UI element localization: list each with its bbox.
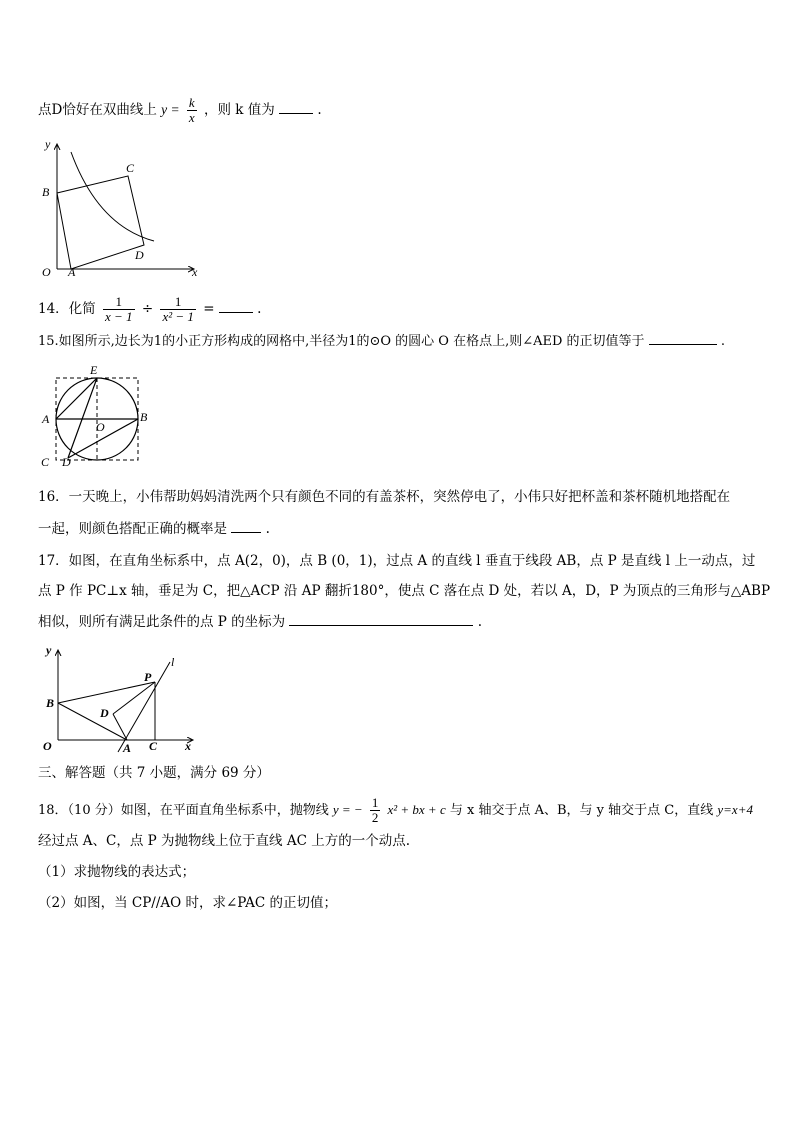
q18-line-2	[38, 831, 410, 851]
q13-fraction	[187, 96, 197, 125]
q13-figure	[36, 138, 206, 280]
label-y: y	[45, 138, 51, 151]
q14-end: .	[257, 301, 262, 317]
q13-prefix: 点D恰好在双曲线上	[38, 102, 157, 118]
q15-text: 15.如图所示,边长为1的小正方形构成的网格中,半径为1的⊙O 的圆心 O 在格点上,则∠AED 的正切值等于	[38, 334, 645, 349]
q17-text-1: 17．如图，在直角坐标系中，点 A(2，0)，点 B (0，1)，过点 A 的直线 l 垂直于线段 AB，点 P 是直线 l 上一动点，过	[38, 553, 756, 569]
q14-prefix: 14．化简	[38, 301, 96, 317]
q14-f1-num: 1	[103, 295, 135, 310]
q13-answer-blank[interactable]	[279, 101, 313, 114]
label-x: x	[185, 739, 191, 753]
label-a: A	[42, 412, 50, 426]
q13-frac-den: x	[188, 110, 195, 125]
q17-text-3: 相似，则所有满足此条件的点 P 的坐标为	[38, 614, 286, 630]
q17-line-1	[38, 551, 755, 571]
q18-line-eq: y=x+4	[717, 802, 753, 817]
label-o: O	[96, 420, 105, 434]
q16-text-2: 一起，则颜色搭配正确的概率是	[38, 521, 227, 537]
q18-part-2	[38, 893, 337, 913]
q14-fraction-2	[160, 295, 195, 324]
label-b: B	[46, 696, 55, 710]
q18-half-den: 2	[371, 810, 379, 825]
label-o: O	[42, 265, 51, 279]
q18-y-eq: y = −	[332, 802, 363, 817]
q15-line	[38, 332, 725, 352]
q13-tail-line	[38, 96, 322, 125]
q17-end: .	[477, 614, 483, 630]
label-a: A	[123, 741, 132, 755]
label-d: D	[100, 706, 109, 720]
q18-half-fraction	[370, 796, 381, 825]
q15-end: .	[720, 334, 725, 349]
q18-text-2: 经过点 A、C，点 P 为抛物线上位于直线 AC 上方的一个动点.	[38, 833, 410, 849]
q16-line-1	[38, 487, 730, 507]
label-y: y	[46, 644, 52, 657]
q16-answer-blank[interactable]	[231, 520, 261, 533]
section-3-title-text: 三、解答题（共 7 小题，满分 69 分）	[38, 765, 270, 781]
q18-part-1	[38, 862, 195, 882]
label-b: B	[140, 410, 148, 424]
label-c: C	[41, 455, 50, 469]
q14-line	[38, 295, 261, 324]
q14-f2-num: 1	[160, 295, 195, 310]
q16-line-2	[38, 519, 270, 539]
label-c: C	[126, 161, 135, 175]
q18-part-1-text: （1）求抛物线的表达式；	[38, 864, 196, 880]
label-a: A	[68, 265, 76, 279]
q14-answer-blank[interactable]	[219, 300, 253, 313]
q17-figure	[38, 644, 198, 756]
label-x: x	[192, 265, 198, 279]
label-p: P	[144, 670, 152, 684]
q17-answer-blank[interactable]	[289, 613, 473, 626]
q17-line-2	[38, 581, 770, 601]
q13-frac-num: k	[188, 95, 195, 110]
q15-answer-blank[interactable]	[649, 332, 717, 345]
q16-end: .	[265, 521, 270, 537]
q17-line-3	[38, 612, 482, 632]
label-l: l	[171, 655, 175, 669]
q14-divide: ÷	[141, 301, 154, 317]
q18-polynomial: x² + bx + c	[387, 802, 446, 817]
q14-fraction-1	[103, 295, 135, 324]
q18-half-num: 1	[371, 795, 379, 810]
q18-prefix: 18．（10 分）如图，在平面直角坐标系中，抛物线	[38, 803, 329, 818]
q14-f1-den: x − 1	[104, 309, 133, 324]
q13-suffix: ，则 k 值为	[203, 102, 275, 118]
q14-f2-den: x² − 1	[162, 309, 194, 324]
label-c: C	[149, 739, 158, 753]
label-d: D	[62, 455, 71, 469]
q16-text-1: 16．一天晚上，小伟帮助妈妈清洗两个只有颜色不同的有盖茶杯，突然停电了，小伟只好把杯盖和茶杯随机地搭配在	[38, 489, 731, 505]
q18-part-2-text: （2）如图，当 CP//AO 时，求∠PAC 的正切值；	[38, 895, 338, 911]
q18-line-1	[38, 796, 753, 825]
q14-equals: =	[203, 301, 215, 317]
label-o: O	[43, 739, 52, 753]
q15-figure	[38, 362, 156, 470]
q17-text-2: 点 P 作 PC⊥x 轴，垂足为 C，把△ACP 沿 AP 翻折180°，使点 C 落在点 D 处，若以 A，D，P 为顶点的三角形与△ABP	[38, 583, 771, 599]
square-abcd	[57, 176, 144, 269]
segment-ed	[68, 378, 97, 458]
section-3-title	[38, 763, 270, 783]
q13-end: .	[317, 102, 322, 118]
label-d: D	[135, 248, 144, 262]
hyperbola-curve	[71, 152, 154, 241]
q13-y-eq: y =	[161, 102, 180, 117]
label-b: B	[42, 185, 50, 199]
label-e: E	[90, 363, 98, 377]
q18-mid: 与 x 轴交于点 A、B，与 y 轴交于点 C，直线	[449, 803, 714, 818]
